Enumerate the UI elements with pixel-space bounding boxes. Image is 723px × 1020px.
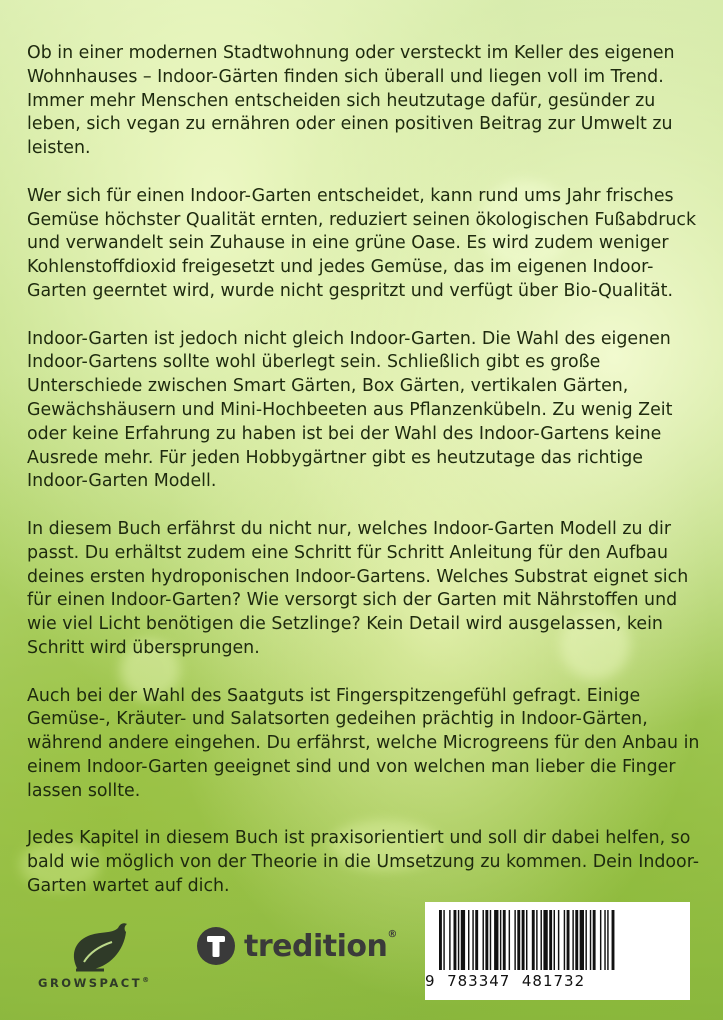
tredition-icon (196, 926, 236, 966)
barcode-bar (522, 910, 525, 970)
barcode-bar (485, 910, 488, 970)
barcode-bar (439, 910, 442, 970)
barcode-bar (612, 910, 615, 970)
tredition-registered: ® (387, 928, 397, 940)
tredition-label: tredition (244, 928, 388, 964)
barcode-bar (572, 910, 573, 970)
paragraph-1: Ob in einer modernen Stadtwohnung oder versteckt im Keller des eigenen Wohnhauses – Indoor-Gärten finden sich überall und liegen voll im Trend. Immer mehr Menschen entscheiden sich heutzutage dafür, gesünder zu leben, sich vegan zu ernähren oder einen positiven Beitrag zur Umwelt zu leisten. (27, 43, 675, 159)
paragraph-4: In diesem Buch erfährst du nicht nur, welches Indoor-Garten Modell zu dir passt. Du erhältst zudem eine Schritt für Schritt Anleitung für den Aufbau deines ersten hydroponischen Indoor-Gartens. Welches Substrat eignet sich für einen Indoor-Garten? Wie versorgt sich der Garten mit Nährstoffen und wie viel Licht benötigen die Setzlinge? Kein Detail wird ausgelassen, kein Schritt wird übersprungen. (27, 518, 689, 658)
barcode-bar (490, 910, 491, 970)
paragraph-5: Auch bei der Wahl des Saatguts ist Fingerspitzengefühl gefragt. Einige Gemüse-, Kräuter- und Salatsorten gedeihen prächtig in Indoor-Gärten, während andere eingehen. Du erfährst, welche Microgreens für den Anbau in einem Indoor-Garten geeignet sind und von welchen man lieber die Finger lassen sollte. (27, 685, 700, 801)
barcode-number: 9 783347 481732 (425, 972, 586, 990)
barcode-bar (454, 910, 457, 970)
barcode-bar (541, 910, 542, 970)
tredition-logo (196, 926, 397, 966)
barcode-bar (461, 910, 465, 970)
barcode-bar (475, 910, 478, 970)
barcode-bar (580, 910, 584, 970)
barcode-bar (526, 910, 527, 970)
barcode-bar (607, 910, 608, 970)
barcode-bar (554, 910, 555, 970)
barcode-bar (585, 910, 586, 970)
barcode-bar (509, 910, 510, 970)
barcode-bar (593, 910, 596, 970)
barcode-bar (590, 910, 591, 970)
paragraph-3: Indoor-Garten ist jedoch nicht gleich Indoor-Garten. Die Wahl des eigenen Indoor-Gartens sollte wohl überlegt sein. Schließlich gibt es große Unterschiede zwischen Smart Gärten, Box Gärten, vertikalen Gärten, Gewächshäusern und Mini-Hochbeeten aus Pflanzenkübeln. Zu wenig Zeit oder keine Erfahrung zu haben ist bei der Wahl des Indoor-Gartens keine Ausrede mehr. Für jeden Hobbygärtner gibt es heutzutage das richtige Indoor-Garten Modell. (27, 328, 673, 492)
barcode-bar (458, 910, 459, 970)
barcode-bar (472, 910, 473, 970)
barcode-bar (517, 910, 520, 970)
barcode-bar (558, 910, 559, 970)
barcode-bar (543, 910, 547, 970)
barcode-bar (549, 910, 552, 970)
barcode-bar (564, 910, 565, 970)
barcode-bar (600, 910, 601, 970)
barcode-bar (567, 910, 570, 970)
isbn-barcode (425, 902, 690, 1000)
paragraph-2: Wer sich für einen Indoor-Garten entscheidet, kann rund ums Jahr frisches Gemüse höchster Qualität ernten, reduziert seinen ökologischen Fußabdruck und verwandelt sein Zuhause in eine grüne Oase. Es wird zudem weniger Kohlenstoffdioxid freigesetzt und jedes Gemüse, das im eigenen Indoor-Garten geerntet wird, wurde nicht gespritzt und verfügt über Bio-Qualität. (27, 185, 697, 301)
growspact-registered: ® (142, 976, 152, 984)
growspact-wordmark (38, 976, 152, 990)
barcode-bars (425, 902, 690, 972)
barcode-bar (494, 910, 498, 970)
barcode-bar (503, 910, 506, 970)
barcode-bar (514, 910, 515, 970)
barcode-bar (483, 910, 484, 970)
barcode-bar (443, 910, 444, 970)
tredition-wordmark (244, 929, 397, 964)
barcode-bar (604, 910, 605, 970)
back-cover-text (27, 42, 707, 922)
barcode-bar (532, 910, 535, 970)
barcode-bar (449, 910, 450, 970)
barcode-bar (575, 910, 578, 970)
barcode-bar (468, 910, 469, 970)
barcode-bar (536, 910, 537, 970)
barcode-bar (500, 910, 501, 970)
paragraph-6: Jedes Kapitel in diesem Buch ist praxisorientiert und soll dir dabei helfen, so bald wie möglich von der Theorie in die Umsetzung zu kommen. Dein Indoor-Garten wartet auf dich. (27, 828, 700, 896)
growspact-label: GROWSPACT (38, 976, 143, 990)
